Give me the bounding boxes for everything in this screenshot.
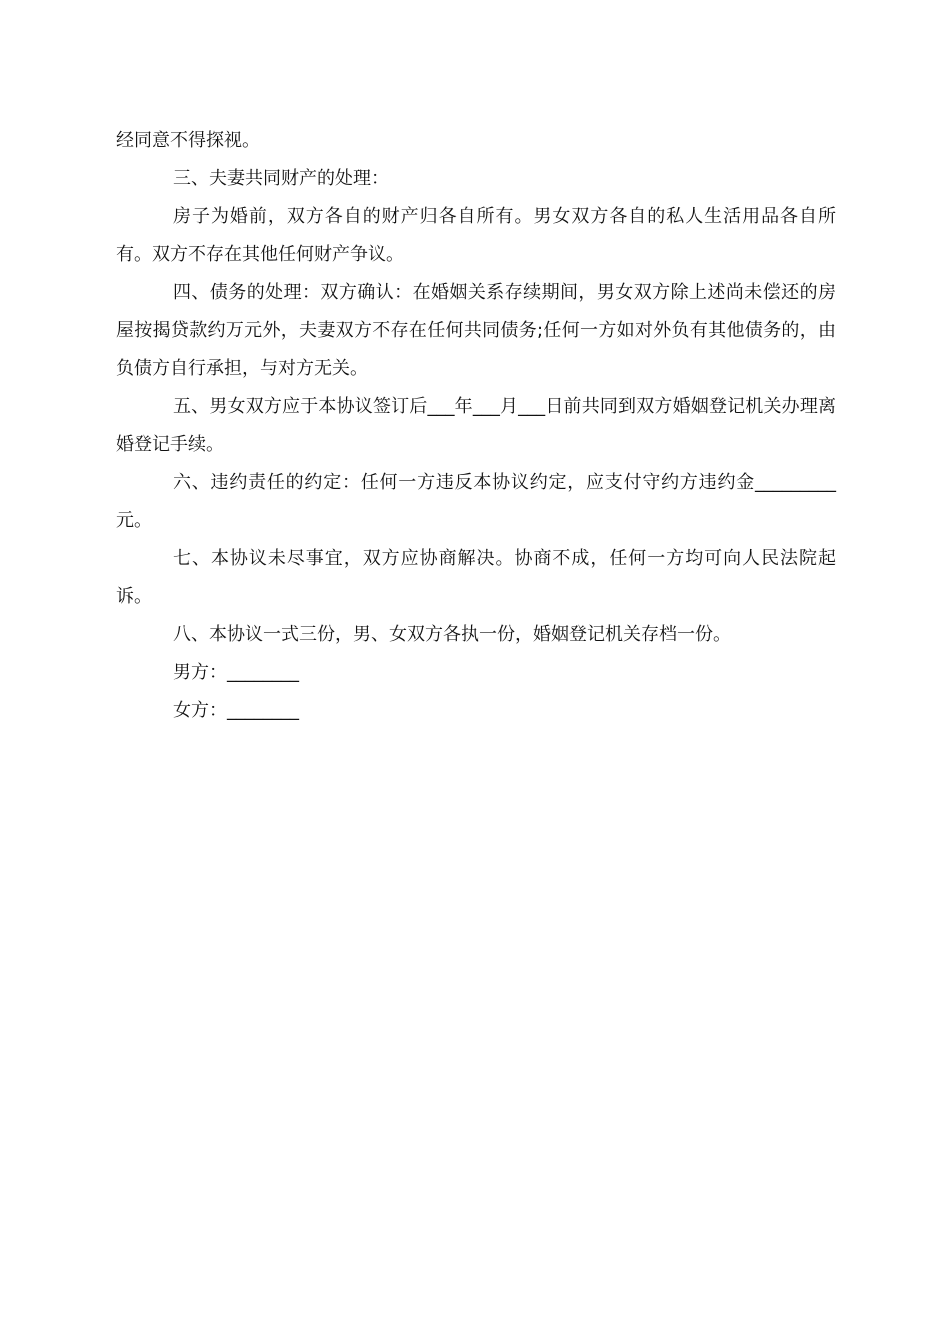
paragraph-divorce-registration: 五、男女双方应于本协议签订后___年___月___日前共同到双方婚姻登记机关办理离婚登记手续。 [116, 396, 836, 455]
paragraph-copies: 八、本协议一式三份，男、女双方各执一份，婚姻登记机关存档一份。 [173, 624, 731, 645]
paragraph-debt-handling: 四、债务的处理：双方确认：在婚姻关系存续期间，男女双方除上述尚未偿还的房屋按揭贷款约万元外，夫妻双方不存在任何共同债务;任何一方如对外负有其他债务的，由负债方自行承担，与对方无关。 [116, 282, 836, 379]
document-body [116, 122, 836, 730]
paragraph-breach-liability: 六、违约责任的约定：任何一方违反本协议约定，应支付守约方违约金_________元。 [116, 472, 836, 531]
paragraph-property-division: 房子为婚前，双方各自的财产归各自所有。男女双方各自的私人生活用品各自所有。双方不存在其他任何财产争议。 [116, 206, 836, 265]
signature-male: 男方：________ [173, 662, 299, 683]
signature-female: 女方：________ [173, 700, 299, 721]
paragraph-visitation-end: 经同意不得探视。 [116, 130, 260, 151]
paragraph-unresolved-matters: 七、本协议未尽事宜，双方应协商解决。协商不成，任何一方均可向人民法院起诉。 [116, 548, 836, 607]
paragraph-joint-property-heading: 三、夫妻共同财产的处理： [173, 168, 389, 189]
